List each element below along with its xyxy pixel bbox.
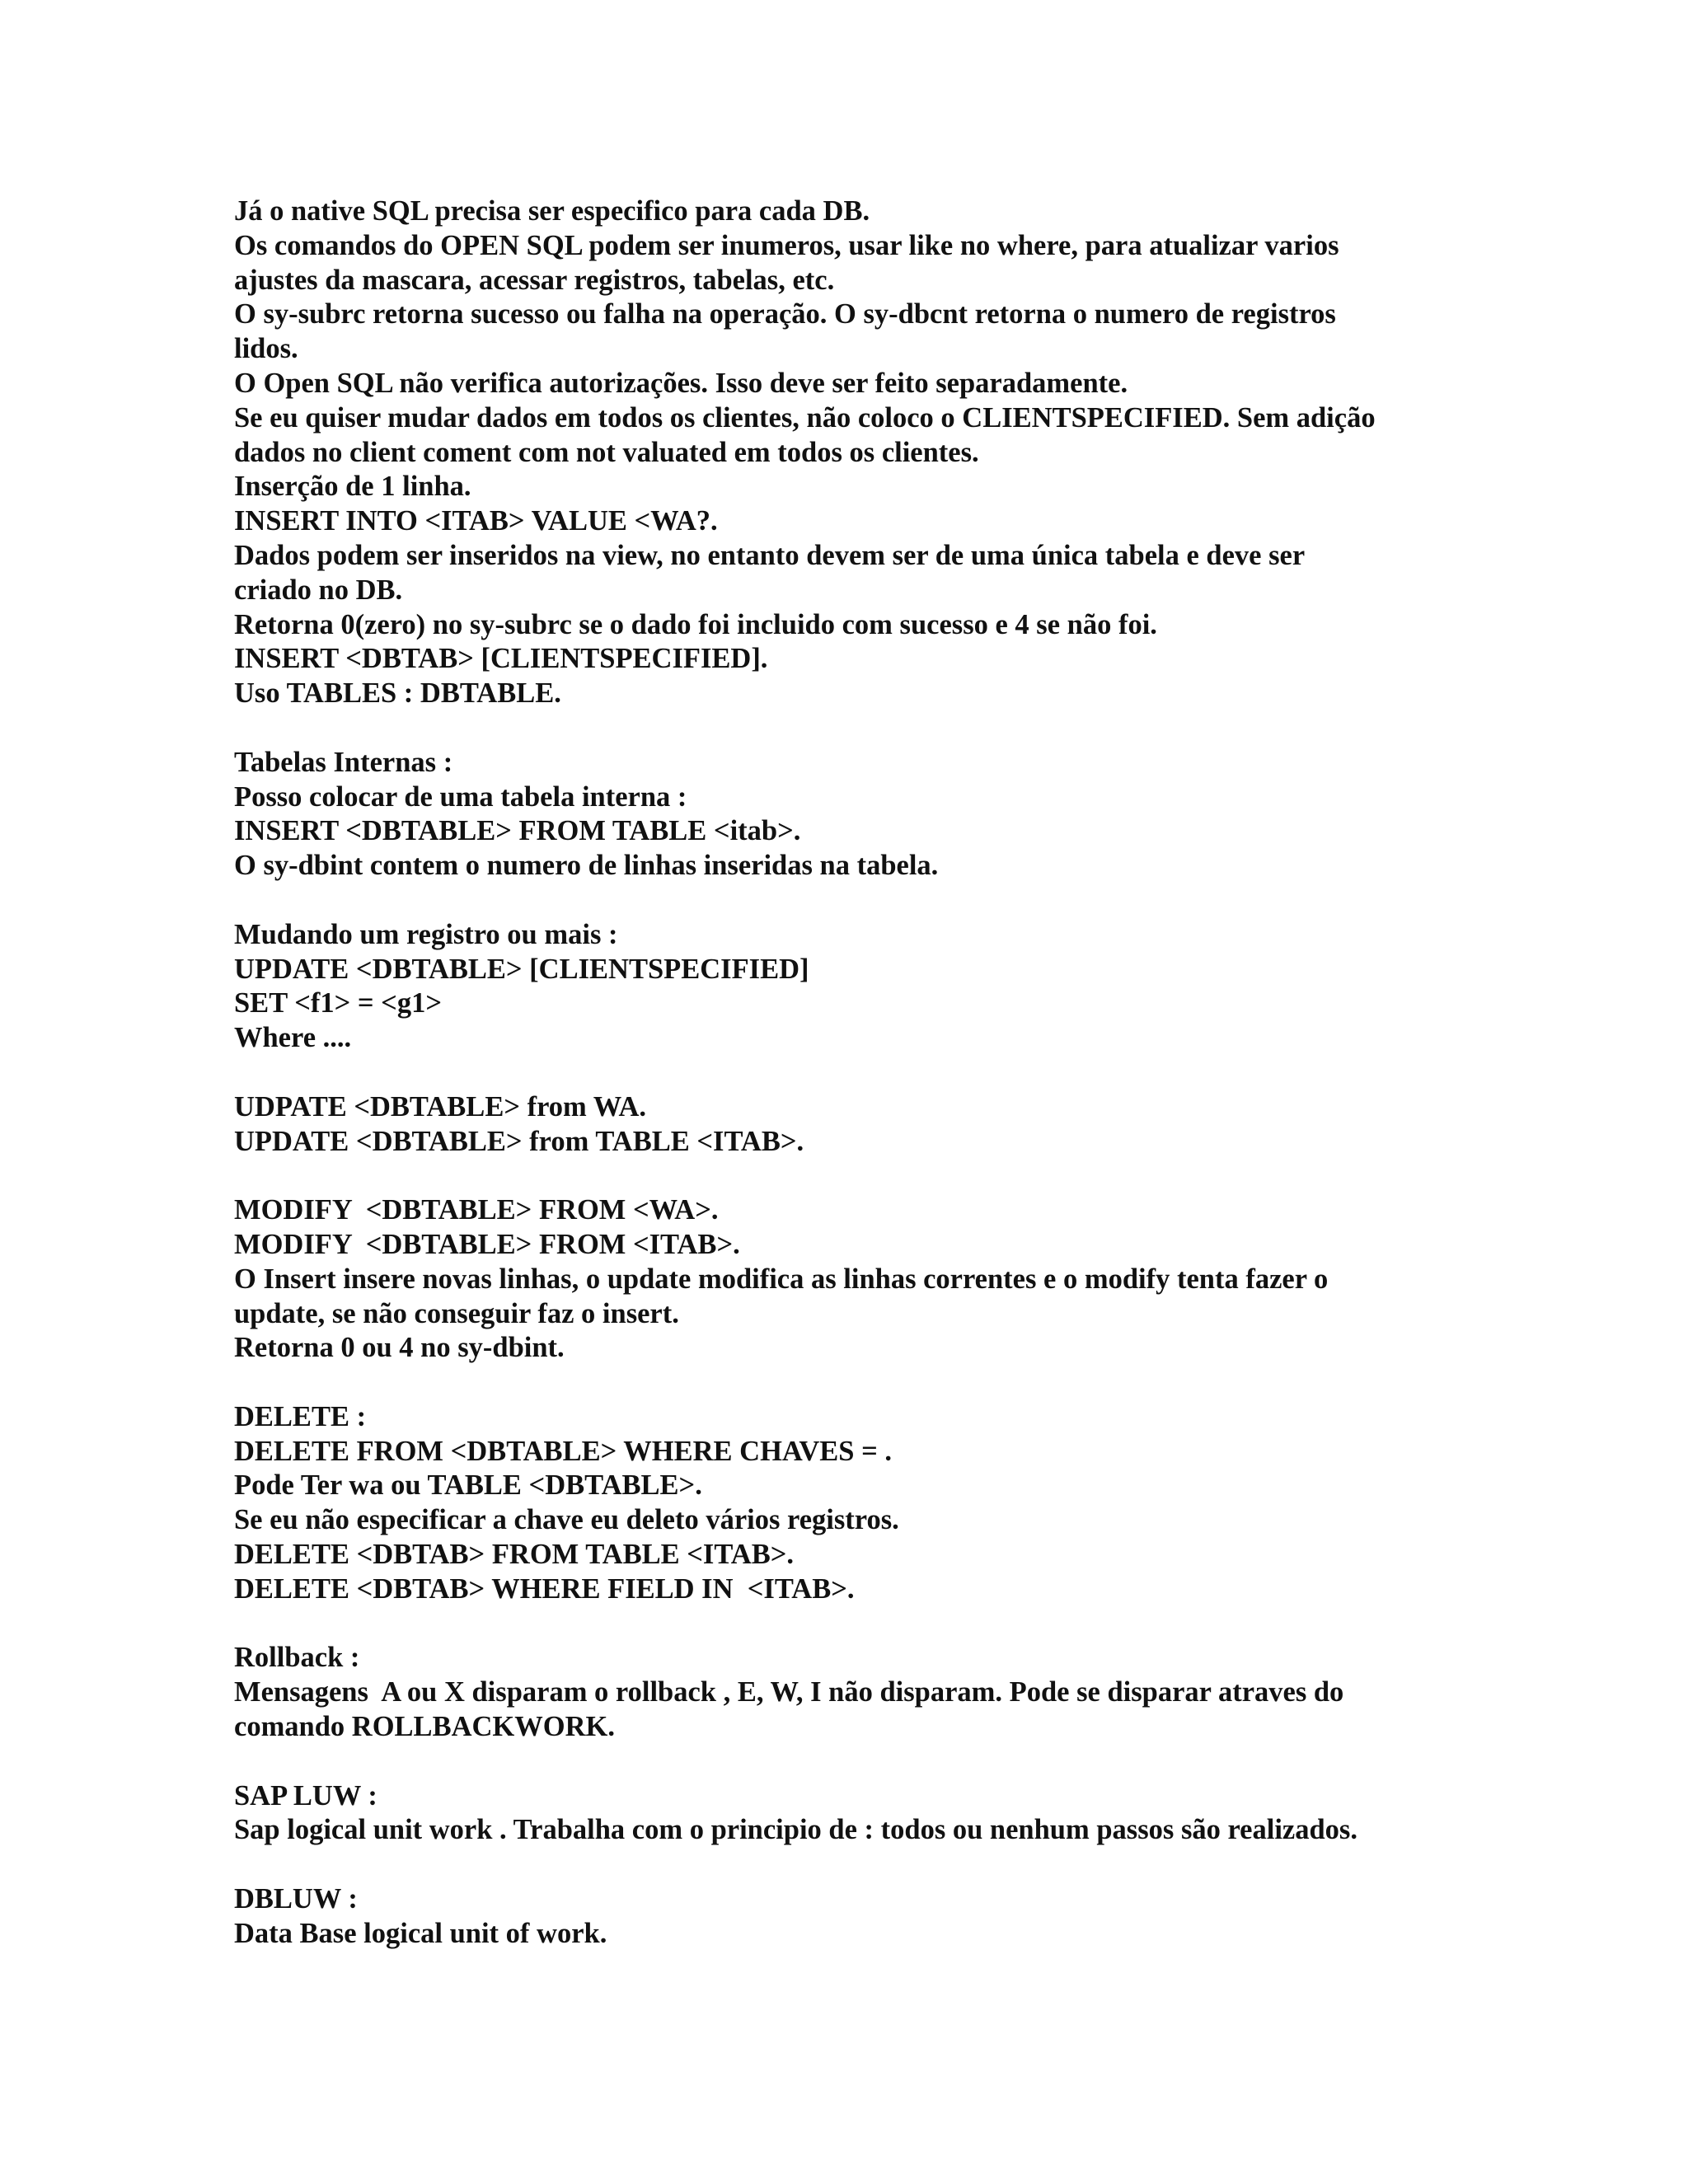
text-line: Posso colocar de uma tabela interna : bbox=[234, 780, 687, 813]
text-line: UPDATE <DBTABLE> [CLIENTSPECIFIED] bbox=[234, 953, 809, 985]
text-line bbox=[234, 883, 1470, 918]
text-line: INSERT <DBTABLE> FROM TABLE <itab>. bbox=[234, 815, 801, 847]
text-line bbox=[234, 1607, 1470, 1642]
text-line: update, se não conseguir faz o insert. bbox=[234, 1297, 679, 1329]
text-line: Data Base logical unit of work. bbox=[234, 1917, 607, 1949]
text-line: O Insert insere novas linhas, o update modifica as linhas correntes e o modify tenta fazer o bbox=[234, 1263, 1329, 1295]
text-line: Rollback : bbox=[234, 1642, 360, 1674]
text-line: SET <f1> = <g1> bbox=[234, 987, 442, 1019]
text-line: Os comandos do OPEN SQL podem ser inumeros, usar like no where, para atualizar varios bbox=[234, 229, 1339, 261]
text-line: Se eu quiser mudar dados em todos os clientes, não coloco o CLIENTSPECIFIED. Sem adição bbox=[234, 401, 1376, 434]
text-line: O sy-subrc retorna sucesso ou falha na operação. O sy-dbcnt retorna o numero de registros bbox=[234, 298, 1336, 330]
text-line: Já o native SQL precisa ser especifico para cada DB. bbox=[234, 195, 870, 227]
text-line: dados no client coment com not valuated em todos os clientes. bbox=[234, 436, 979, 468]
text-line: DBLUW : bbox=[234, 1883, 358, 1915]
text-line: Dados podem ser inseridos na view, no entanto devem ser de uma única tabela e deve ser bbox=[234, 539, 1306, 571]
text-line bbox=[234, 1056, 1470, 1090]
text-line: Tabelas Internas : bbox=[234, 746, 453, 778]
text-line: MODIFY <DBTABLE> FROM <ITAB>. bbox=[234, 1228, 740, 1260]
text-line: UPDATE <DBTABLE> from TABLE <ITAB>. bbox=[234, 1125, 804, 1157]
text-line: O Open SQL não verifica autorizações. Isso deve ser feito separadamente. bbox=[234, 367, 1128, 399]
text-line: Retorna 0 ou 4 no sy-dbint. bbox=[234, 1332, 565, 1364]
text-line bbox=[234, 1366, 1470, 1400]
text-line: UDPATE <DBTABLE> from WA. bbox=[234, 1090, 646, 1122]
text-line: O sy-dbint contem o numero de linhas inseridas na tabela. bbox=[234, 850, 939, 882]
text-line: INSERT INTO <ITAB> VALUE <WA?. bbox=[234, 505, 718, 537]
text-line: Se eu não especificar a chave eu deleto vários registros. bbox=[234, 1504, 899, 1536]
text-line bbox=[234, 1745, 1470, 1779]
text-line: MODIFY <DBTABLE> FROM <WA>. bbox=[234, 1194, 719, 1226]
text-line: Mensagens A ou X disparam o rollback , E, W, I não disparam. Pode se disparar atraves do bbox=[234, 1676, 1344, 1708]
text-line: criado no DB. bbox=[234, 574, 403, 606]
text-line: ajustes da mascara, acessar registros, tabelas, etc. bbox=[234, 264, 835, 296]
text-line bbox=[234, 1848, 1470, 1882]
text-line: Inserção de 1 linha. bbox=[234, 471, 471, 503]
text-line: INSERT <DBTAB> [CLIENTSPECIFIED]. bbox=[234, 643, 768, 675]
text-line: DELETE : bbox=[234, 1400, 367, 1432]
text-line: Mudando um registro ou mais : bbox=[234, 918, 618, 950]
text-line: Where .... bbox=[234, 1022, 352, 1054]
text-line: comando ROLLBACKWORK. bbox=[234, 1711, 615, 1743]
text-line: Sap logical unit work . Trabalha com o principio de : todos ou nenhum passos são realizados. bbox=[234, 1814, 1357, 1846]
text-line bbox=[234, 711, 1470, 746]
text-line: DELETE FROM <DBTABLE> WHERE CHAVES = . bbox=[234, 1435, 893, 1467]
document-body bbox=[234, 194, 1470, 1952]
text-line bbox=[234, 1159, 1470, 1193]
text-line: Uso TABLES : DBTABLE. bbox=[234, 677, 561, 710]
text-line: Pode Ter wa ou TABLE <DBTABLE>. bbox=[234, 1469, 702, 1502]
text-line: DELETE <DBTAB> WHERE FIELD IN <ITAB>. bbox=[234, 1572, 855, 1605]
text-line: Retorna 0(zero) no sy-subrc se o dado foi incluido com sucesso e 4 se não foi. bbox=[234, 608, 1157, 640]
text-line: SAP LUW : bbox=[234, 1779, 377, 1811]
text-line: DELETE <DBTAB> FROM TABLE <ITAB>. bbox=[234, 1539, 794, 1571]
text-line: lidos. bbox=[234, 333, 298, 365]
